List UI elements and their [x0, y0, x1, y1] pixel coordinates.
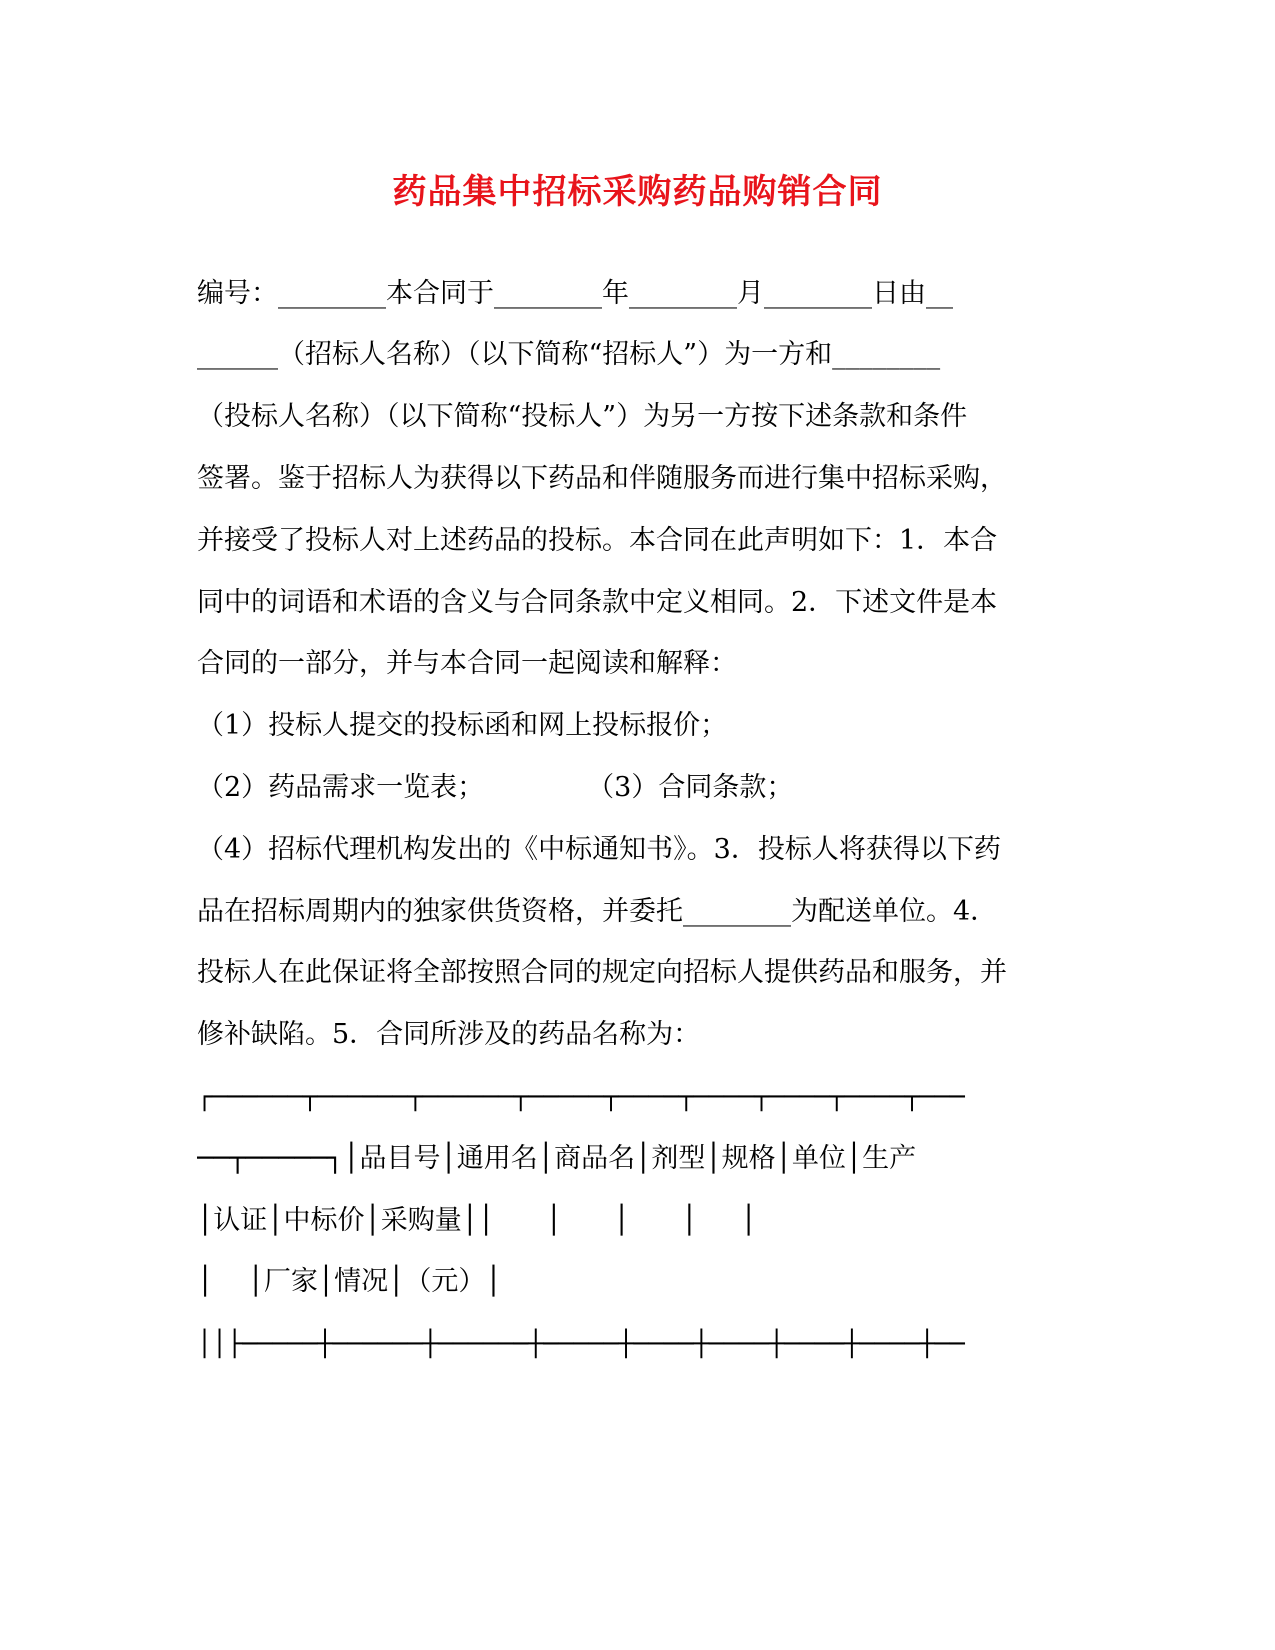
body-line-9: （2）药品需求一览表； （3）合同条款；: [197, 772, 794, 803]
table-header-row-3: │ │厂家│情况│（元）│: [197, 1266, 502, 1297]
body-line-13: 修补缺陷。5．合同所涉及的药品名称为：: [197, 1019, 701, 1050]
page-title: 药品集中招标采购药品购销合同: [392, 172, 883, 212]
body-line-10: （4）招标代理机构发出的《中标通知书》。3．投标人将获得以下药: [197, 834, 1001, 865]
body-line-6: 同中的词语和术语的含义与合同条款中定义相同。2．下述文件是本: [197, 587, 998, 618]
body-line-2: ______（招标人名称）（以下简称“招标人”）为一方和________: [197, 339, 941, 370]
body-line-11: 品在招标周期内的独家供货资格，并委托________为配送单位。4．: [197, 896, 998, 927]
table-header-row-2: │认证│中标价│采购量││ │ │ │ │: [197, 1205, 757, 1236]
body-line-8: （1）投标人提交的投标函和网上投标报价；: [197, 710, 728, 741]
body-line-7: 合同的一部分，并与本合同一起阅读和解释：: [197, 648, 737, 679]
body-line-3: （投标人名称）（以下简称“投标人”）为另一方按下述条款和条件: [197, 401, 968, 432]
body-line-1: 编号：________本合同于________年________月________日由__: [197, 278, 953, 309]
table-border-divider: ││├─────┼──────┼──────┼─────┼────┼────┼────┼────┼──: [197, 1329, 965, 1358]
table-border-top: ┌──────┬──────┬──────┬─────┬────┬────┬────┬────┬───: [197, 1082, 965, 1111]
body-line-4: 签署。鉴于招标人为获得以下药品和伴随服务而进行集中招标采购，: [197, 463, 1007, 494]
body-line-5: 并接受了投标人对上述药品的投标。本合同在此声明如下：1．本合: [197, 525, 998, 556]
table-header-row: ──┬─────┐│品目号│通用名│商品名│剂型│规格│单位│生产: [197, 1143, 917, 1174]
body-line-12: 投标人在此保证将全部按照合同的规定向招标人提供药品和服务，并: [197, 957, 1007, 988]
